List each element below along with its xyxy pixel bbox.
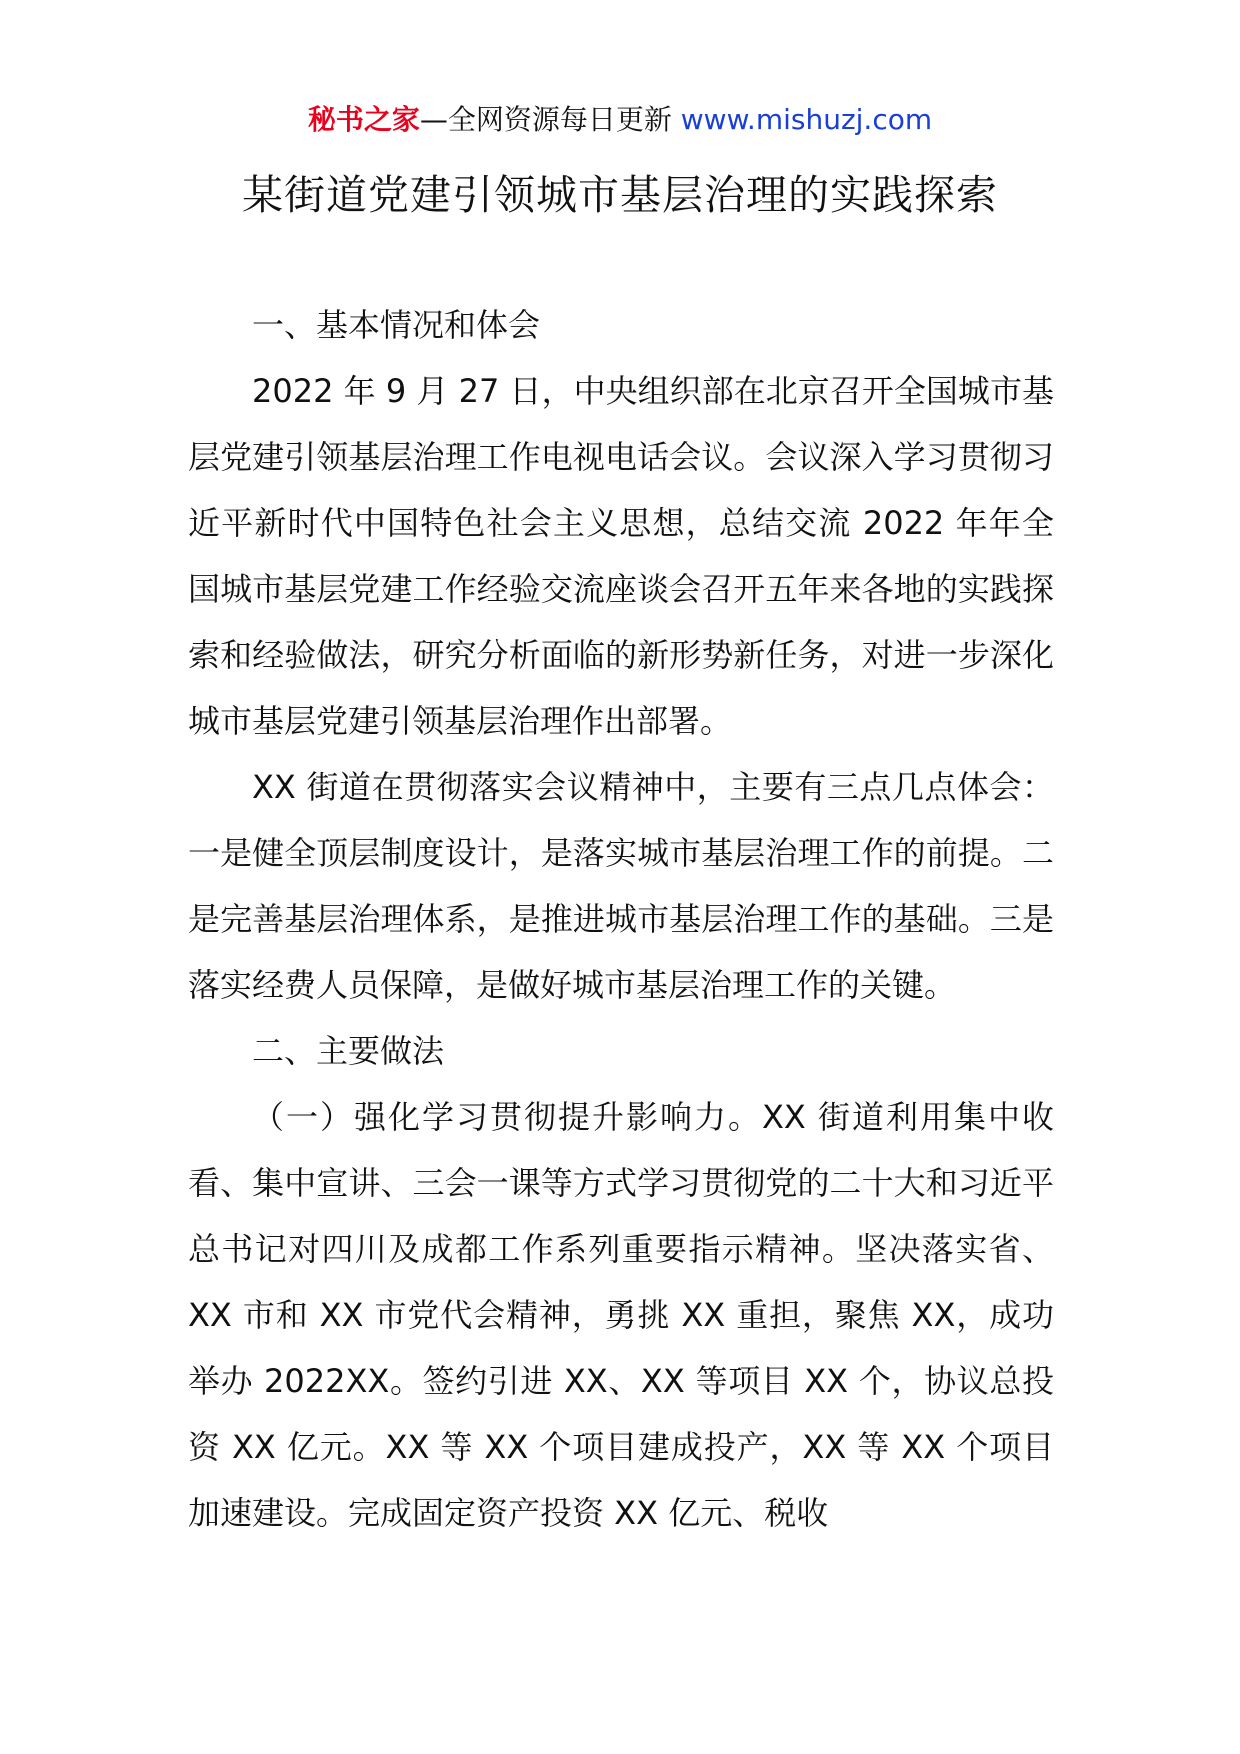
brand-name: 秘书之家 — [307, 103, 420, 136]
section-heading-1: 一、基本情况和体会 — [252, 306, 541, 344]
document-title: 某街道党建引领城市基层治理的实践探索 — [242, 171, 998, 219]
section-heading-2: 二、主要做法 — [252, 1032, 445, 1070]
document-body — [188, 292, 1054, 1546]
header-tagline: —全网资源每日更新 — [419, 103, 681, 136]
paragraph-1: 2022 年 9 月 27 日，中央组织部在北京召开全国城市基层党建引领基层治理工作电视电话会议。会议深入学习贯彻习近平新时代中国特色社会主义思想，总结交流 2022 年年全国城市基层党建工作经验交流座谈会召开五年来各地的实践探索和经验做法，研究分析面临的新形势新任务，对进一步深化城市基层党建引领基层治理作出部署。 — [188, 372, 1054, 740]
paragraph-2: XX 街道在贯彻落实会议精神中，主要有三点几点体会：一是健全顶层制度设计，是落实城市基层治理工作的前提。二是完善基层治理体系，是推进城市基层治理工作的基础。三是落实经费人员保障，是做好城市基层治理工作的关键。 — [188, 768, 1054, 1004]
site-url-link[interactable]: www.mishuzj.com — [680, 103, 933, 136]
site-header — [0, 100, 1240, 140]
paragraph-3: （一）强化学习贯彻提升影响力。XX 街道利用集中收看、集中宣讲、三会一课等方式学习贯彻党的二十大和习近平总书记对四川及成都工作系列重要指示精神。坚决落实省、XX 市和 XX 市党代会精神，勇挑 XX 重担，聚焦 XX，成功举办 2022XX。签约引进 XX、XX 等项目 XX 个，协议总投资 XX 亿元。XX 等 XX 个项目建成投产，XX 等 XX 个项目加速建设。完成固定资产投资 XX 亿元、税收 — [188, 1098, 1054, 1532]
